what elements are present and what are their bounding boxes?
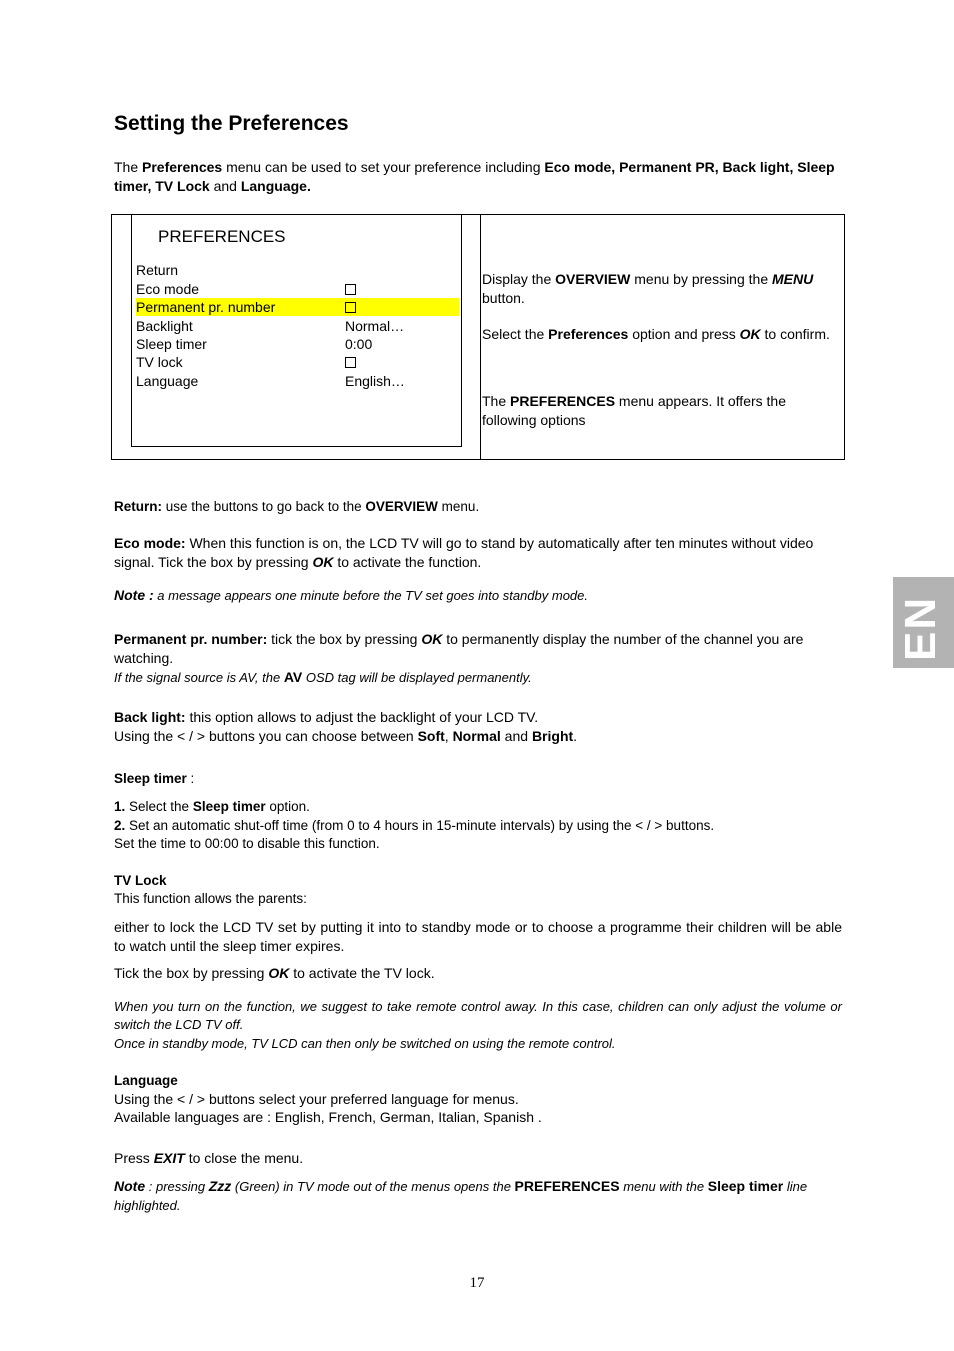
language-usage: Using the < / > buttons select your preferred language for menus. (114, 1091, 519, 1107)
tab-label: EN (896, 595, 945, 661)
menu-item-sleep-timer: Sleep timer 0:00 (136, 336, 373, 352)
arrow-left-right-icon: < / > (177, 728, 206, 744)
instruction-3: The PREFERENCES menu appears. It offers the following options (482, 393, 786, 428)
intro-paragraph: The Preferences menu can be used to set your preference including Eco mode, Permanent PR, Back light, Sleep timer, TV Lock and Language. (114, 159, 835, 194)
note-zzz: Note : pressing Zzz (Green) in TV mode out of the menus opens the PREFERENCES menu with the Sleep timer line highlighted. (114, 1178, 808, 1213)
tv-lock-suggestion: When you turn on the function, we suggest to take remote control away. In this case, children can only adjust the volume or switch the LCD TV off. (114, 999, 842, 1032)
page-title: Setting the Preferences (114, 112, 349, 135)
checkbox-icon (345, 302, 356, 313)
tv-lock-description: either to lock the LCD TV set by putting it into to standby mode or to choose a programme their children will be able to watch until the sleep timer expires. (114, 919, 842, 954)
exit-instruction: Press EXIT to close the menu. (114, 1150, 304, 1166)
note-standby: Note : a message appears one minute before the TV set goes into standby mode. (114, 587, 588, 603)
sleep-timer-disable: Set the time to 00:00 to disable this function. (114, 836, 380, 851)
table-divider (480, 214, 481, 459)
instruction-2: Select the Preferences option and press OK to confirm. (482, 326, 830, 342)
menu-title: PREFERENCES (158, 227, 286, 246)
sleep-timer-step-2: 2. Set an automatic shut-off time (from 0 to 4 hours in 15-minute intervals) by using the < / > buttons. (114, 818, 715, 833)
tv-lock-heading: TV Lock (114, 873, 167, 888)
tv-lock-intro: This function allows the parents: (114, 891, 307, 906)
menu-item-return: Return (136, 262, 179, 278)
tv-lock-standby-note: Once in standby mode, TV LCD can then only be switched on using the remote control. (114, 1036, 616, 1051)
sleep-timer-step-1: 1. Select the Sleep timer option. (114, 799, 310, 814)
checkbox-icon (345, 284, 356, 295)
instruction-1: Display the OVERVIEW menu by pressing the MENU button. (482, 271, 814, 306)
menu-item-eco-mode: Eco mode (136, 280, 459, 298)
menu-item-backlight: Backlight Normal… (136, 318, 405, 334)
menu-item-permanent-pr-number: Permanent pr. number (136, 298, 459, 316)
menu-item-language: Language English… (136, 373, 405, 389)
sleep-timer-heading: Sleep timer : (114, 771, 195, 786)
eco-mode-section: Eco mode: When this function is on, the LCD TV will go to stand by automatically after ten minutes without video signal. Tick the box by pressing OK to activate the function. (114, 535, 814, 570)
en-label-graphic (893, 577, 954, 668)
language-available: Available languages are : English, French, German, Italian, Spanish . (114, 1109, 542, 1125)
checkbox-icon (345, 357, 356, 368)
page-number: 17 (469, 1275, 485, 1291)
return-section: Return: use the buttons to go back to the OVERVIEW menu. (114, 499, 480, 514)
back-light-section: Back light: this option allows to adjust the backlight of your LCD TV. (114, 709, 539, 725)
language-heading: Language (114, 1073, 178, 1088)
menu-item-tv-lock: TV lock (136, 353, 459, 371)
arrow-left-right-icon: < / > (635, 818, 663, 833)
back-light-options: Using the < / > buttons you can choose between Soft, Normal and Bright. (114, 728, 578, 744)
tv-lock-tick: Tick the box by pressing OK to activate the TV lock. (114, 965, 435, 981)
permanent-pr-section: Permanent pr. number: tick the box by pressing OK to permanently display the number of the channel you are watching. (114, 631, 804, 666)
language-tab-en (893, 577, 954, 668)
permanent-pr-note: If the signal source is AV, the AV OSD tag will be displayed permanently. (114, 669, 532, 685)
arrow-left-right-icon: < / > (177, 1091, 206, 1107)
